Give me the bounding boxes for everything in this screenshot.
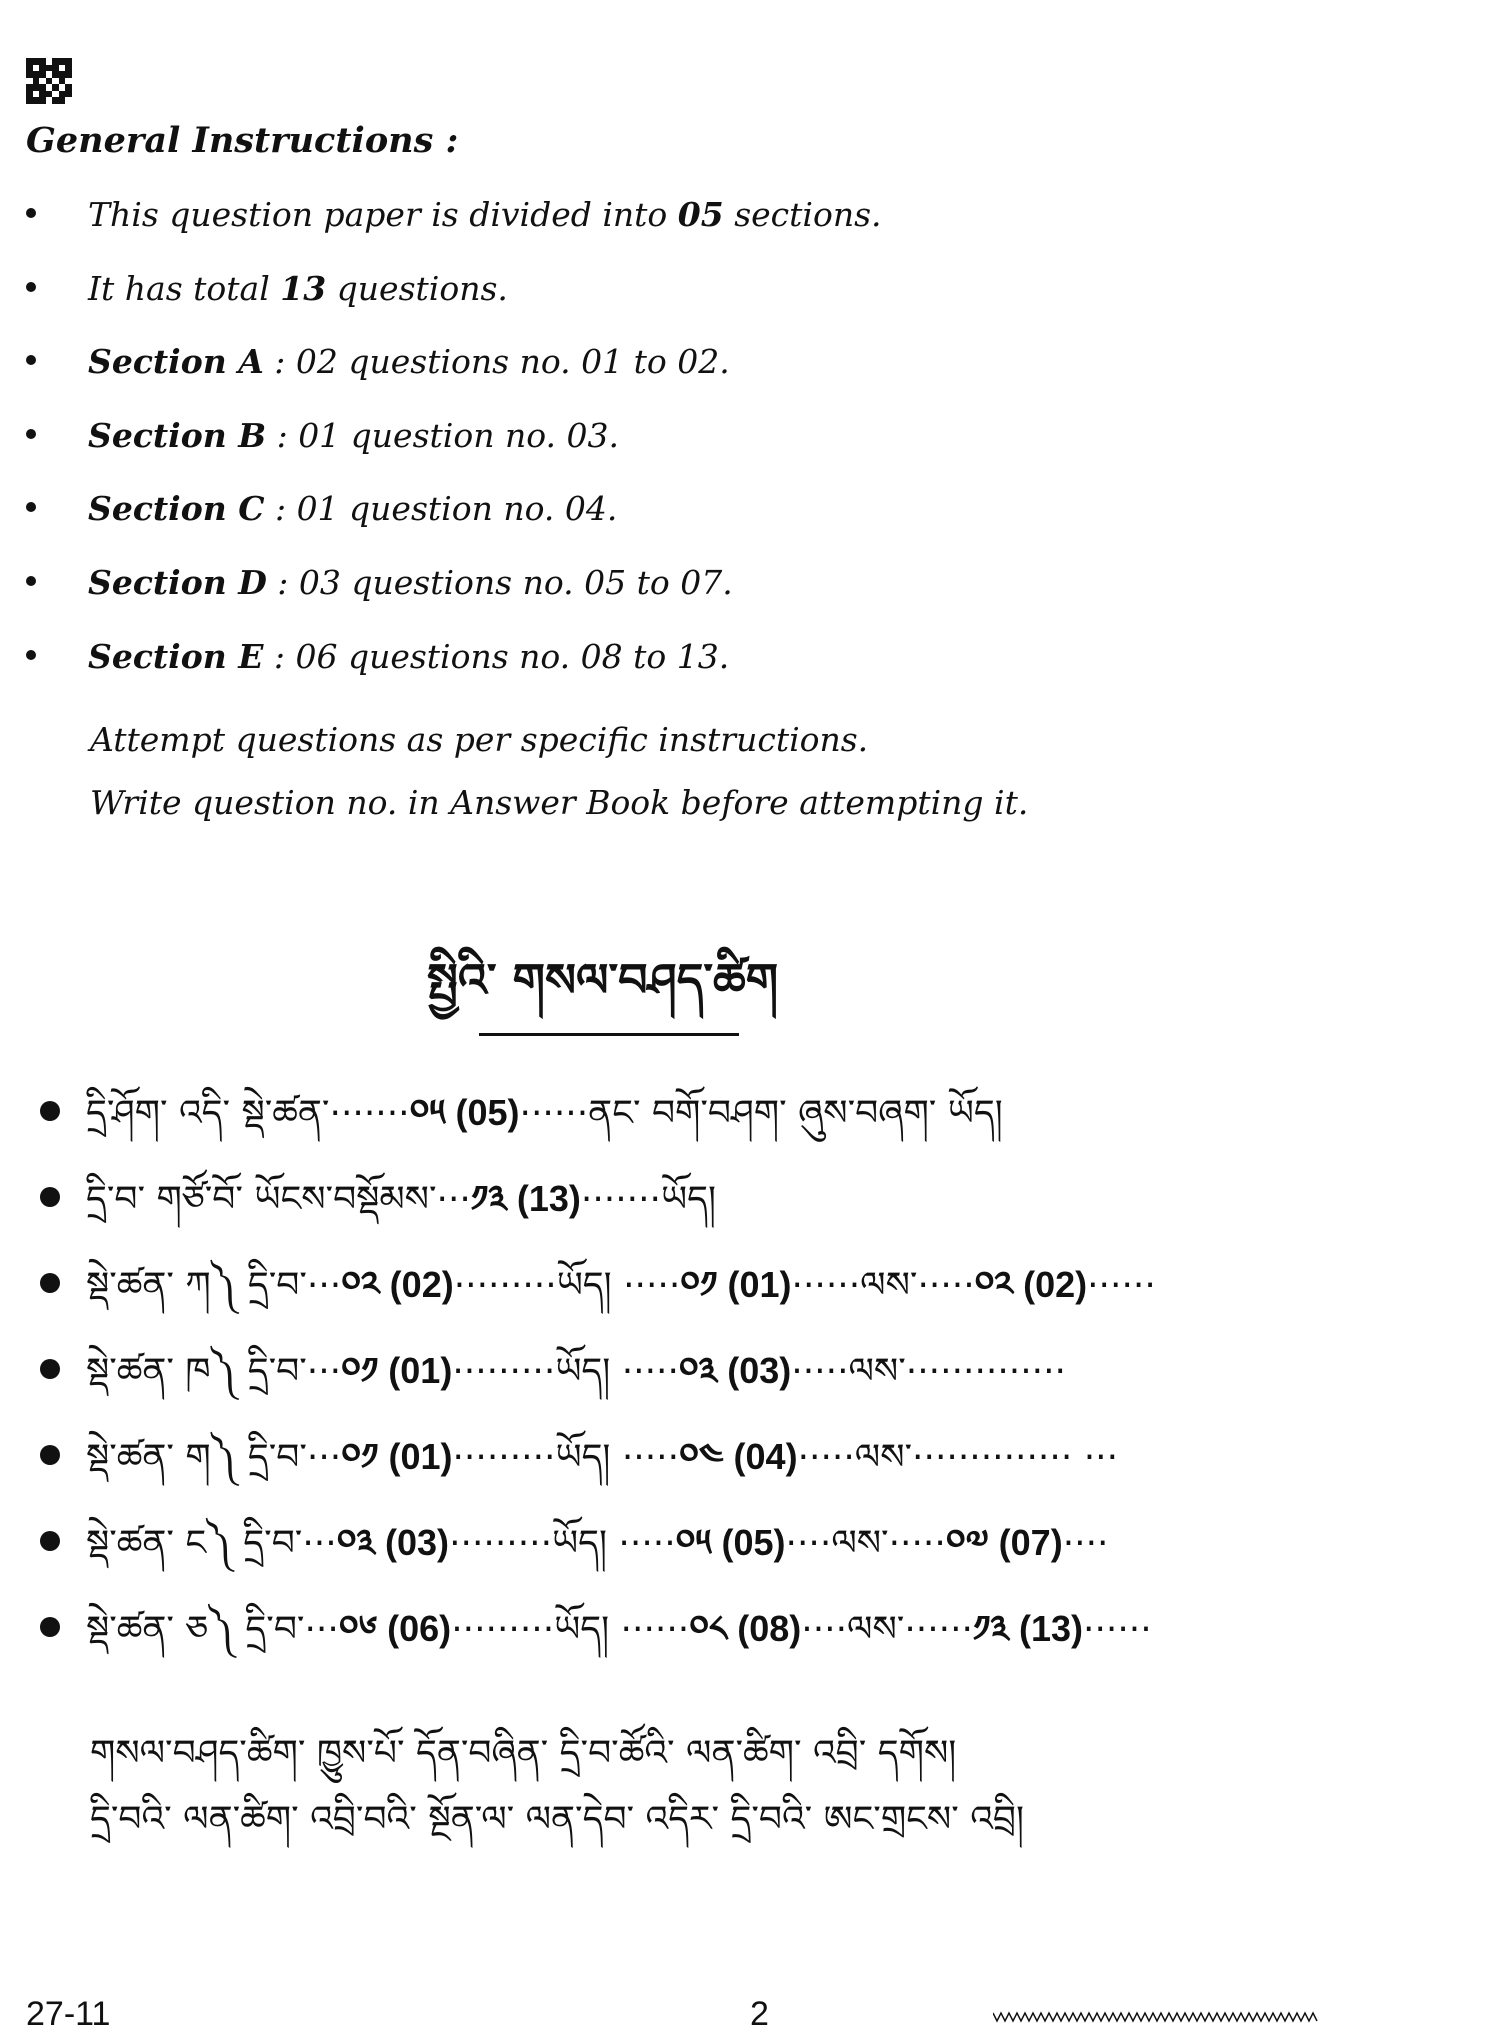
- instruction-item: [26, 489, 617, 528]
- item-text: ······: [1087, 1265, 1156, 1306]
- instruction-item: [26, 269, 508, 308]
- item-text: ······ལས་·····: [791, 1265, 975, 1306]
- item-number: ༠༤ (04): [679, 1436, 798, 1477]
- instruction-item: [26, 416, 619, 455]
- decorative-squiggle: [993, 2010, 1319, 2024]
- instruction-pre: This question paper is divided into: [88, 195, 678, 234]
- instruction-post: : 03 questions no. 05 to 07.: [266, 563, 733, 602]
- note-line: Attempt questions as per specific instructions.: [90, 720, 869, 759]
- item-number: ༠༧ (07): [945, 1522, 1063, 1563]
- bullet-icon: [40, 1359, 60, 1379]
- bullet-icon: [26, 282, 36, 292]
- tibetan-paragraph-line: དྲི་བའི་ ལན་ཚིག་ འབྲི་བའི་ སྔོན་ལ་ ལན་དེབ་ འདིར་ དྲི་བའི་ ཨང་གྲངས་ འབྲི།: [90, 1799, 1024, 1840]
- item-text: ·····ལས་·············· ···: [797, 1437, 1119, 1478]
- instruction-pre: It has total: [88, 269, 281, 308]
- instruction-bold: Section C: [88, 489, 265, 528]
- item-text: ····ལས་······: [801, 1609, 973, 1650]
- item-text: ·····ལས་··············: [791, 1351, 1066, 1392]
- instruction-bold: Section B: [88, 416, 267, 455]
- bullet-icon: [26, 576, 36, 586]
- instruction-item: [26, 563, 733, 602]
- item-text: སྡེ་ཚན་ ང༽ དྲི་བ་···: [86, 1523, 337, 1564]
- qr-code-icon: [26, 58, 72, 104]
- item-text: ·········ཡོད། ·····: [453, 1265, 681, 1306]
- instruction-bold: 05: [677, 195, 724, 234]
- general-instructions-heading: General Instructions :: [26, 120, 459, 161]
- instruction-bold: Section D: [88, 563, 267, 602]
- item-number: ༠༥ (05): [409, 1092, 520, 1133]
- item-text: དྲི་བ་ གཙོ་བོ་ ཡོངས་བསྡོམས་···: [86, 1179, 471, 1220]
- item-number: ༡༣ (13): [972, 1608, 1084, 1649]
- instruction-bold: Section A: [88, 342, 264, 381]
- heading-underline: [479, 1033, 739, 1036]
- instruction-post: : 01 question no. 03.: [266, 416, 619, 455]
- instruction-post: : 01 question no. 04.: [264, 489, 618, 528]
- item-number: ༠༣ (03): [336, 1522, 450, 1563]
- item-number: ༠༢ (02): [341, 1264, 454, 1305]
- instruction-bold: 13: [280, 269, 327, 308]
- item-text: ····ལས་·····: [785, 1523, 946, 1564]
- item-text: ·········ཡོད། ·····: [452, 1351, 679, 1392]
- bullet-icon: [40, 1445, 60, 1465]
- bullet-icon: [26, 355, 36, 365]
- tibetan-heading: སྤྱིའི་ གསལ་བཤད་ཚིག: [426, 953, 779, 1007]
- instruction-post: questions.: [326, 269, 508, 308]
- item-text: ······ནང་ བགོ་བཤག་ ཞུས་བཞག་ ཡོད།: [519, 1093, 1003, 1134]
- page-number: 2: [750, 1995, 769, 2033]
- bullet-icon: [40, 1187, 60, 1207]
- instruction-post: : 06 questions no. 08 to 13.: [263, 637, 730, 676]
- item-text: ·······ཡོད།: [580, 1179, 716, 1220]
- item-text: ······: [1083, 1609, 1152, 1650]
- note-line: Write question no. in Answer Book before attempting it.: [90, 783, 1029, 822]
- item-text: སྡེ་ཚན་ ཁ༽ དྲི་བ་···: [86, 1351, 342, 1392]
- item-text: ·········ཡོད། ······: [451, 1609, 690, 1650]
- item-number: ༠༢ (02): [974, 1264, 1088, 1305]
- bullet-icon: [40, 1273, 60, 1293]
- item-number: ༠༥ (05): [675, 1522, 786, 1563]
- item-number: ༠༡ (01): [341, 1350, 453, 1391]
- bullet-icon: [40, 1617, 60, 1637]
- tibetan-paragraph-line: གསལ་བཤད་ཚིག་ ཁྱུས་པོ་ དོན་བཞིན་ དྲི་བ་ཚོའི་ ལན་ཚིག་ འབྲི་ དགོས།: [90, 1733, 957, 1774]
- item-number: ༠༣ (03): [678, 1350, 792, 1391]
- bullet-icon: [26, 208, 36, 218]
- bullet-icon: [40, 1101, 60, 1121]
- item-number: ༠༡ (01): [341, 1436, 453, 1477]
- item-text: ····: [1062, 1523, 1109, 1564]
- item-number: ༠༡ (01): [680, 1264, 792, 1305]
- instruction-item: [26, 195, 882, 234]
- instruction-item: [26, 637, 729, 676]
- bullet-icon: [26, 502, 36, 512]
- item-number: ༠༨ (08): [689, 1608, 802, 1649]
- item-number: ༠༦ (06): [338, 1608, 452, 1649]
- item-text: ·········ཡོད། ·····: [449, 1523, 676, 1564]
- item-text: ·········ཡོད། ·····: [452, 1437, 680, 1478]
- item-text: སྡེ་ཚན་ ཅ༽ དྲི་བ་···: [86, 1609, 339, 1650]
- bullet-icon: [40, 1531, 60, 1551]
- item-text: དྲི་ཤོག་ འདི་ སྡེ་ཚན་·······: [86, 1093, 410, 1134]
- instruction-item: [26, 342, 730, 381]
- bullet-icon: [26, 650, 36, 660]
- instruction-post: sections.: [723, 195, 882, 234]
- item-number: ༡༣ (13): [470, 1178, 581, 1219]
- item-text: སྡེ་ཚན་ ཀ༽ དྲི་བ་···: [86, 1265, 342, 1306]
- instruction-post: : 02 questions no. 01 to 02.: [263, 342, 730, 381]
- item-text: སྡེ་ཚན་ ག༽ དྲི་བ་···: [86, 1437, 342, 1478]
- tibetan-section-item: [40, 1588, 1152, 1690]
- paper-code: 27-11: [26, 1995, 111, 2033]
- instruction-bold: Section E: [88, 637, 264, 676]
- bullet-icon: [26, 429, 36, 439]
